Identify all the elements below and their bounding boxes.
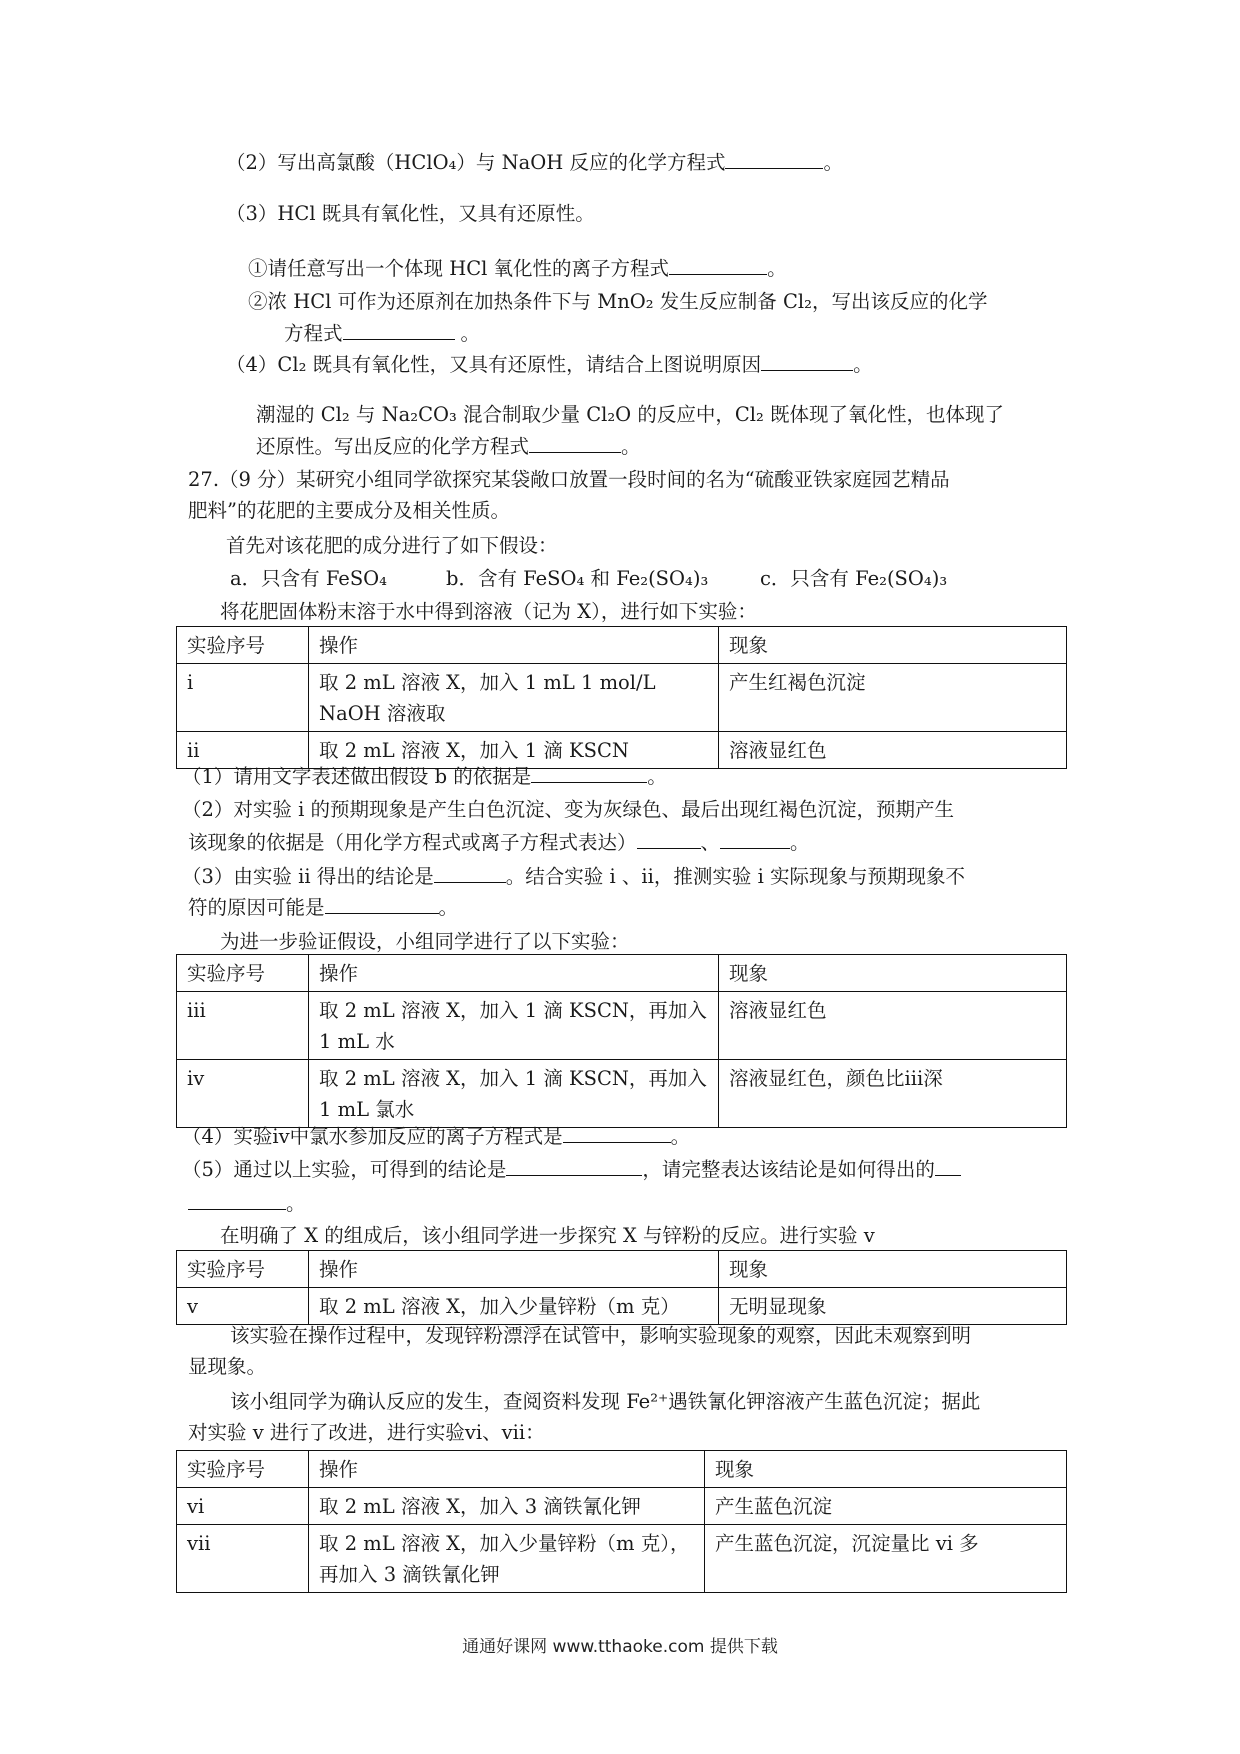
answer-blank[interactable] (434, 862, 506, 883)
table-row (177, 1060, 1067, 1128)
table-cell: 产生蓝色沉淀，沉淀量比 vi 多 (705, 1525, 1067, 1593)
experiment-table-2 (176, 954, 1067, 1128)
table-cell: 产生红褐色沉淀 (719, 664, 1067, 732)
table-cell: 取 2 mL 溶液 X，加入少量锌粉（m 克），再加入 3 滴铁氰化钾 (309, 1525, 705, 1593)
q27-sub3a-text: （3）由实验 ii 得出的结论是 (182, 865, 434, 888)
table-cell: 溶液显红色 (719, 732, 1067, 769)
table-header: 现象 (719, 955, 1067, 992)
experiment-table-4 (176, 1450, 1067, 1593)
q27-sub3b-end: 。 (438, 896, 459, 919)
q26-part3-2b-text: 方程式 (284, 322, 343, 345)
table-cell: vi (177, 1488, 309, 1525)
table-header: 操作 (309, 1251, 719, 1288)
q27-sub3b-text: 符的原因可能是 (188, 896, 325, 919)
table-row (177, 1488, 1067, 1525)
q27-sub1 (182, 762, 667, 790)
q26-part3 (226, 200, 595, 227)
q27-confirm-a: 该小组同学为确认反应的发生，查阅资料发现 Fe²⁺遇铁氰化钾溶液产生蓝色沉淀；据此 (230, 1390, 981, 1413)
table-header: 实验序号 (177, 955, 309, 992)
answer-blank[interactable] (637, 828, 701, 849)
q26-part5a-text: 潮湿的 Cl₂ 与 Na₂CO₃ 混合制取少量 Cl₂O 的反应中，Cl₂ 既体现了氧化性，也体现了 (256, 403, 1005, 426)
q27-sub3a (182, 862, 965, 890)
q27-confirm-b: 对实验 v 进行了改进，进行实验vi、vii： (188, 1421, 545, 1444)
page-footer: 通通好课网 www.tthaoke.com 提供下载 (462, 1637, 778, 1657)
table-cell: ii (177, 732, 309, 769)
q27-hypothesis-a: a．只含有 FeSO₄ (230, 567, 387, 590)
table-header: 操作 (309, 1451, 705, 1488)
q27-sub4 (182, 1122, 690, 1150)
q26-part5b-end: 。 (621, 435, 641, 458)
table-header-row (177, 955, 1067, 992)
answer-blank[interactable] (325, 893, 439, 914)
table-cell: v (177, 1288, 309, 1325)
q27-sub5a-text: （5）通过以上实验，可得到的结论是 (182, 1158, 507, 1181)
table-cell: 溶液显红色，颜色比iii深 (719, 1060, 1067, 1128)
q26-part3-2b-end: 。 (460, 322, 481, 345)
q27-further: 为进一步验证假设，小组同学进行了以下实验： (220, 930, 630, 953)
experiment-table-1 (176, 626, 1067, 769)
q27-sub2b (188, 828, 810, 856)
table-cell: iii (177, 992, 309, 1060)
answer-blank[interactable] (725, 148, 823, 169)
table-cell: 无明显现象 (719, 1288, 1067, 1325)
q27-sub3b (188, 893, 458, 921)
q27-sub4-text: （4）实验iv中氯水参加反应的离子方程式是 (182, 1125, 563, 1148)
table-row (177, 664, 1067, 732)
q26-part4-end: 。 (853, 353, 873, 376)
table-cell: 取 2 mL 溶液 X，加入 1 滴 KSCN，再加入 1 mL 氯水 (309, 1060, 719, 1128)
table-header: 操作 (309, 955, 719, 992)
table-cell: i (177, 664, 309, 732)
q27-sub4-end: 。 (670, 1125, 691, 1148)
q26-part3-1-text: ①请任意写出一个体现 HCl 氧化性的离子方程式 (248, 257, 670, 280)
q26-part2-text: （2）写出高氯酸（HClO₄）与 NaOH 反应的化学方程式 (226, 151, 726, 174)
table-cell: 取 2 mL 溶液 X，加入 1 mL 1 mol/L NaOH 溶液取 (309, 664, 719, 732)
table-row (177, 1525, 1067, 1593)
answer-blank[interactable] (669, 254, 767, 275)
q26-part4 (226, 350, 873, 378)
table-header-row (177, 627, 1067, 664)
q26-part3-text: （3）HCl 既具有氧化性，又具有还原性。 (226, 202, 595, 225)
q26-part2 (226, 148, 843, 176)
answer-blank[interactable] (343, 319, 455, 340)
table-header: 操作 (309, 627, 719, 664)
q27-dissolve: 将花肥固体粉末溶于水中得到溶液（记为 X），进行如下实验： (220, 600, 757, 623)
table-cell: 取 2 mL 溶液 X，加入少量锌粉（m 克） (309, 1288, 719, 1325)
q27-sub3a-rest: 。结合实验 i 、ii，推测实验 i 实际现象与预期现象不 (505, 865, 966, 888)
answer-blank[interactable] (529, 432, 621, 453)
table-cell: vii (177, 1525, 309, 1593)
answer-blank[interactable] (506, 1155, 642, 1176)
q27-hypothesis-intro: 首先对该花肥的成分进行了如下假设： (226, 534, 558, 557)
q27-sub2a: （2）对实验 i 的预期现象是产生白色沉淀、变为灰绿色、最后出现红褐色沉淀，预期产生 (182, 798, 955, 821)
q26-part3-1-end: 。 (767, 257, 787, 280)
answer-blank[interactable] (720, 828, 790, 849)
q27-sub2b-end: 。 (790, 831, 810, 854)
table-cell: 溶液显红色 (719, 992, 1067, 1060)
q27-sub1-text: （1）请用文字表述做出假设 b 的依据是 (182, 765, 532, 788)
q27-hypothesis-c: c．只含有 Fe₂(SO₄)₃ (760, 567, 948, 590)
table-header: 现象 (719, 1251, 1067, 1288)
answer-blank[interactable] (761, 350, 853, 371)
q27-sub5b-end: 。 (286, 1192, 306, 1215)
q27-intro-a: 27.（9 分）某研究小组同学欲探究某袋敞口放置一段时间的名为“硫酸亚铁家庭园艺精品 (188, 468, 950, 491)
q27-float-a: 该实验在操作过程中，发现锌粉漂浮在试管中，影响实验现象的观察，因此未观察到明 (230, 1324, 972, 1347)
table-row (177, 992, 1067, 1060)
answer-blank[interactable] (531, 762, 647, 783)
answer-blank[interactable] (935, 1155, 961, 1176)
table-header: 实验序号 (177, 1251, 309, 1288)
q26-part5a (256, 401, 1004, 428)
q27-float-b: 显现象。 (188, 1355, 267, 1378)
answer-blank[interactable] (188, 1189, 286, 1210)
q26-part3-2a (248, 288, 987, 315)
table-header-row (177, 1451, 1067, 1488)
answer-blank[interactable] (563, 1122, 671, 1143)
table-header: 现象 (719, 627, 1067, 664)
q26-part4-text: （4）Cl₂ 既具有氧化性，又具有还原性，请结合上图说明原因 (226, 353, 762, 376)
table-header-row (177, 1251, 1067, 1288)
q27-sub5a (182, 1155, 961, 1183)
table-row (177, 1288, 1067, 1325)
q27-hypothesis-b: b．含有 FeSO₄ 和 Fe₂(SO₄)₃ (446, 567, 709, 590)
table-cell: 取 2 mL 溶液 X，加入 3 滴铁氰化钾 (309, 1488, 705, 1525)
q27-sub5b (188, 1189, 306, 1217)
q26-part3-2b (284, 319, 480, 347)
table-header: 现象 (705, 1451, 1067, 1488)
table-cell: 取 2 mL 溶液 X，加入 1 滴 KSCN (309, 732, 719, 769)
q27-sub1-end: 。 (647, 765, 667, 788)
table-cell: 产生蓝色沉淀 (705, 1488, 1067, 1525)
q26-part5b (256, 432, 641, 460)
table-header: 实验序号 (177, 1451, 309, 1488)
q27-sub5a-rest: ，请完整表达该结论是如何得出的 (642, 1158, 935, 1181)
q27-intro-b: 肥料”的花肥的主要成分及相关性质。 (188, 499, 510, 522)
q26-part3-1 (248, 254, 787, 282)
table-header: 实验序号 (177, 627, 309, 664)
q27-zinc-intro: 在明确了 X 的组成后，该小组同学进一步探究 X 与锌粉的反应。进行实验 v (220, 1224, 875, 1247)
experiment-table-3 (176, 1250, 1067, 1325)
table-cell: iv (177, 1060, 309, 1128)
q27-sub2b-text: 该现象的依据是（用化学方程式或离子方程式表达） (188, 831, 637, 854)
table-cell: 取 2 mL 溶液 X，加入 1 滴 KSCN，再加入 1 mL 水 (309, 992, 719, 1060)
q27-sub2b-mid: 、 (700, 831, 721, 854)
q26-part3-2a-text: ②浓 HCl 可作为还原剂在加热条件下与 MnO₂ 发生反应制备 Cl₂，写出该反应的化学 (248, 290, 988, 313)
q26-part5b-text: 还原性。写出反应的化学方程式 (256, 435, 530, 458)
q26-part2-end: 。 (823, 151, 843, 174)
